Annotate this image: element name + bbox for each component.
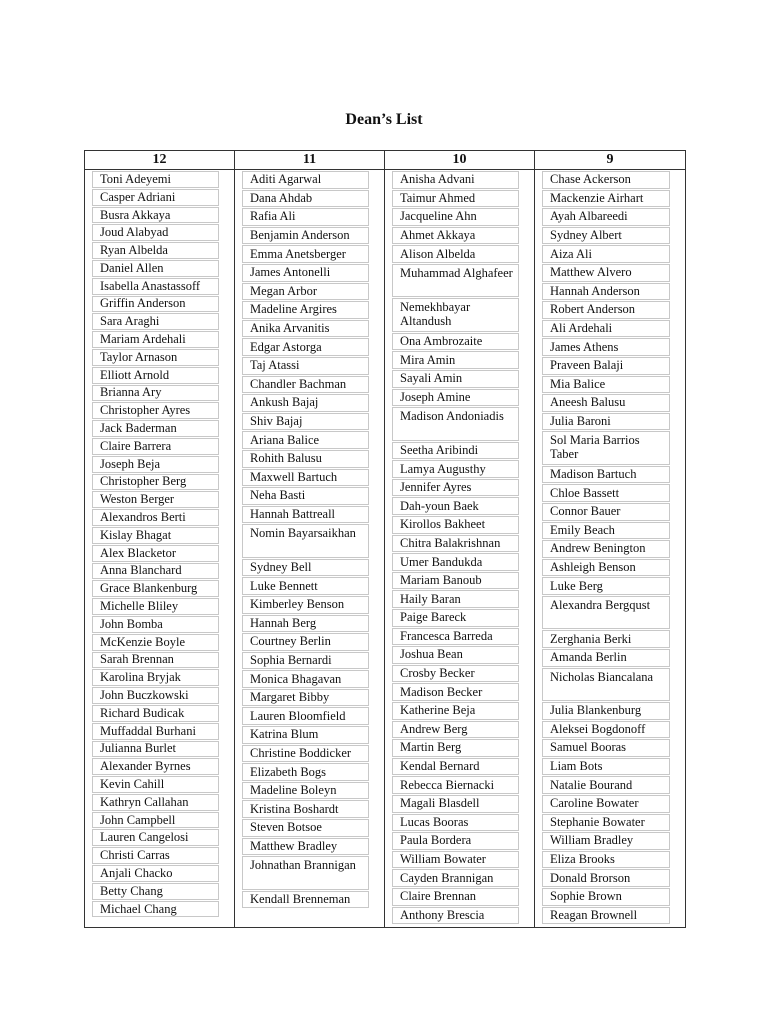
student-name: Joseph Amine bbox=[392, 389, 519, 407]
student-name: Nemekhbayar Altandush bbox=[392, 298, 519, 331]
student-name: Emily Beach bbox=[542, 522, 670, 540]
student-name: Chloe Bassett bbox=[542, 484, 670, 502]
student-name: Megan Arbor bbox=[242, 283, 369, 301]
student-name: Grace Blankenburg bbox=[92, 580, 219, 597]
student-name: Madeline Argires bbox=[242, 301, 369, 319]
student-name: Rafia Ali bbox=[242, 208, 369, 226]
student-name: Sol Maria Barrios Taber bbox=[542, 431, 670, 464]
student-name: Mira Amin bbox=[392, 351, 519, 369]
student-name: Aditi Agarwal bbox=[242, 171, 369, 189]
student-name: Margaret Bibby bbox=[242, 689, 369, 707]
student-name: Jennifer Ayres bbox=[392, 479, 519, 497]
student-name: Elliott Arnold bbox=[92, 367, 219, 384]
grade-header: 9 bbox=[535, 151, 685, 170]
student-name: Sophie Brown bbox=[542, 888, 670, 906]
student-name: Sarah Brennan bbox=[92, 652, 219, 669]
student-name: Umer Bandukda bbox=[392, 553, 519, 571]
student-name: Sayali Amin bbox=[392, 370, 519, 388]
page-title: Dean’s List bbox=[345, 111, 423, 128]
student-name: Lamya Augusthy bbox=[392, 460, 519, 478]
student-name: Paula Bordera bbox=[392, 832, 519, 850]
student-name: Ariana Balice bbox=[242, 431, 369, 449]
student-name: Samuel Booras bbox=[542, 739, 670, 757]
name-list bbox=[542, 171, 670, 925]
student-name: Aleksei Bogdonoff bbox=[542, 721, 670, 739]
student-name: Sara Araghi bbox=[92, 313, 219, 330]
student-name: Amanda Berlin bbox=[542, 649, 670, 667]
student-name: Shiv Bajaj bbox=[242, 413, 369, 431]
grade-header: 11 bbox=[235, 151, 384, 170]
student-name: Zerghania Berki bbox=[542, 630, 670, 648]
student-name: Anika Arvanitis bbox=[242, 320, 369, 338]
student-name: Andrew Benington bbox=[542, 540, 670, 558]
student-name: Madison Andoniadis bbox=[392, 407, 519, 440]
student-name: Alexandra Bergqust bbox=[542, 596, 670, 629]
student-name: Katherine Beja bbox=[392, 702, 519, 720]
grade-column-11 bbox=[235, 151, 385, 927]
student-name: John Buczkowski bbox=[92, 687, 219, 704]
student-name: Ayah Albareedi bbox=[542, 208, 670, 226]
student-name: Elizabeth Bogs bbox=[242, 763, 369, 781]
student-name: Emma Anetsberger bbox=[242, 245, 369, 263]
student-name: Daniel Allen bbox=[92, 260, 219, 277]
student-name: Sydney Albert bbox=[542, 227, 670, 245]
student-name: Aneesh Balusu bbox=[542, 394, 670, 412]
student-name: Crosby Becker bbox=[392, 665, 519, 683]
student-name: Mariam Ardehali bbox=[92, 331, 219, 348]
student-name: Toni Adeyemi bbox=[92, 171, 219, 188]
student-name: Lauren Bloomfield bbox=[242, 707, 369, 725]
student-name: Griffin Anderson bbox=[92, 296, 219, 313]
student-name: Kimberley Benson bbox=[242, 596, 369, 614]
student-name: Robert Anderson bbox=[542, 301, 670, 319]
student-name: Alex Blacketor bbox=[92, 545, 219, 562]
student-name: Joseph Beja bbox=[92, 456, 219, 473]
student-name: Joud Alabyad bbox=[92, 224, 219, 241]
student-name: Ahmet Akkaya bbox=[392, 227, 519, 245]
student-name: Magali Blasdell bbox=[392, 795, 519, 813]
student-name: Madeline Boleyn bbox=[242, 782, 369, 800]
student-name: Maxwell Bartuch bbox=[242, 469, 369, 487]
student-name: Neha Basti bbox=[242, 487, 369, 505]
student-name: Ashleigh Benson bbox=[542, 559, 670, 577]
student-name: Anjali Chacko bbox=[92, 865, 219, 882]
student-name: Karolina Bryjak bbox=[92, 669, 219, 686]
student-name: Dah-youn Baek bbox=[392, 497, 519, 515]
student-name: James Antonelli bbox=[242, 264, 369, 282]
student-name: Alexandros Berti bbox=[92, 509, 219, 526]
student-name: Martin Berg bbox=[392, 739, 519, 757]
student-name: Connor Bauer bbox=[542, 503, 670, 521]
student-name: Nicholas Biancalana bbox=[542, 668, 670, 701]
student-name: Katrina Blum bbox=[242, 726, 369, 744]
student-name: Hannah Anderson bbox=[542, 283, 670, 301]
student-name: William Bradley bbox=[542, 832, 670, 850]
student-name: Francesca Barreda bbox=[392, 628, 519, 646]
grade-column-10 bbox=[385, 151, 535, 927]
student-name: Madison Bartuch bbox=[542, 466, 670, 484]
student-name: Anisha Advani bbox=[392, 171, 519, 189]
student-name: Busra Akkaya bbox=[92, 207, 219, 224]
student-name: Caroline Bowater bbox=[542, 795, 670, 813]
student-name: Alexander Byrnes bbox=[92, 758, 219, 775]
student-name: Kendal Bernard bbox=[392, 758, 519, 776]
student-name: Christopher Berg bbox=[92, 474, 219, 491]
student-name: John Campbell bbox=[92, 812, 219, 829]
student-name: Chitra Balakrishnan bbox=[392, 535, 519, 553]
student-name: Claire Brennan bbox=[392, 888, 519, 906]
student-name: Kirollos Bakheet bbox=[392, 516, 519, 534]
student-name: Madison Becker bbox=[392, 683, 519, 701]
student-name: Brianna Ary bbox=[92, 385, 219, 402]
name-list bbox=[242, 171, 369, 909]
student-name: Dana Ahdab bbox=[242, 190, 369, 208]
name-list bbox=[392, 171, 519, 925]
student-name: Michael Chang bbox=[92, 901, 219, 918]
student-name: Muhammad Alghafeer bbox=[392, 264, 519, 297]
student-name: Paige Bareck bbox=[392, 609, 519, 627]
student-name: Casper Adriani bbox=[92, 189, 219, 206]
name-list bbox=[92, 171, 219, 918]
student-name: Hannah Battreall bbox=[242, 506, 369, 524]
student-name: Chase Ackerson bbox=[542, 171, 670, 189]
student-name: Andrew Berg bbox=[392, 721, 519, 739]
student-name: Isabella Anastassoff bbox=[92, 278, 219, 295]
student-name: Chandler Bachman bbox=[242, 376, 369, 394]
student-name: Luke Berg bbox=[542, 577, 670, 595]
student-name: Ali Ardehali bbox=[542, 320, 670, 338]
student-name: Christine Boddicker bbox=[242, 745, 369, 763]
student-name: Mariam Banoub bbox=[392, 572, 519, 590]
student-name: Matthew Alvero bbox=[542, 264, 670, 282]
student-name: Monica Bhagavan bbox=[242, 670, 369, 688]
student-name: Ankush Bajaj bbox=[242, 394, 369, 412]
student-name: Edgar Astorga bbox=[242, 338, 369, 356]
grade-column-12 bbox=[85, 151, 235, 927]
student-name: Rohith Balusu bbox=[242, 450, 369, 468]
student-name: Joshua Bean bbox=[392, 646, 519, 664]
student-name: James Athens bbox=[542, 338, 670, 356]
grade-header: 10 bbox=[385, 151, 534, 170]
student-name: Praveen Balaji bbox=[542, 357, 670, 375]
student-name: Muffaddal Burhani bbox=[92, 723, 219, 740]
student-name: Sydney Bell bbox=[242, 559, 369, 577]
student-name: Christi Carras bbox=[92, 847, 219, 864]
student-name: Alison Albelda bbox=[392, 245, 519, 263]
student-name: Sophia Bernardi bbox=[242, 652, 369, 670]
student-name: Christopher Ayres bbox=[92, 402, 219, 419]
student-name: Julianna Burlet bbox=[92, 741, 219, 758]
student-name: Lucas Booras bbox=[392, 814, 519, 832]
student-name: Taimur Ahmed bbox=[392, 190, 519, 208]
student-name: Reagan Brownell bbox=[542, 907, 670, 925]
student-name: Kathryn Callahan bbox=[92, 794, 219, 811]
grade-column-9 bbox=[535, 151, 685, 927]
student-name: Haily Baran bbox=[392, 590, 519, 608]
student-name: Lauren Cangelosi bbox=[92, 829, 219, 846]
grade-header: 12 bbox=[85, 151, 234, 170]
student-name: Liam Bots bbox=[542, 758, 670, 776]
student-name: William Bowater bbox=[392, 851, 519, 869]
student-name: Michelle Bliley bbox=[92, 598, 219, 615]
student-name: Steven Botsoe bbox=[242, 819, 369, 837]
student-name: Natalie Bourand bbox=[542, 776, 670, 794]
student-name: Donald Brorson bbox=[542, 869, 670, 887]
student-name: Cayden Brannigan bbox=[392, 869, 519, 887]
student-name: Weston Berger bbox=[92, 491, 219, 508]
student-name: Ona Ambrozaite bbox=[392, 333, 519, 351]
student-name: Hannah Berg bbox=[242, 615, 369, 633]
student-name: Anna Blanchard bbox=[92, 563, 219, 580]
student-name: Taylor Arnason bbox=[92, 349, 219, 366]
student-name: Eliza Brooks bbox=[542, 851, 670, 869]
student-name: Rebecca Biernacki bbox=[392, 776, 519, 794]
student-name: Claire Barrera bbox=[92, 438, 219, 455]
student-name: Seetha Aribindi bbox=[392, 442, 519, 460]
student-name: Benjamin Anderson bbox=[242, 227, 369, 245]
deans-list-table bbox=[84, 150, 686, 928]
student-name: John Bomba bbox=[92, 616, 219, 633]
student-name: McKenzie Boyle bbox=[92, 634, 219, 651]
student-name: Mackenzie Airhart bbox=[542, 190, 670, 208]
student-name: Courtney Berlin bbox=[242, 633, 369, 651]
student-name: Mia Balice bbox=[542, 376, 670, 394]
student-name: Nomin Bayarsaikhan bbox=[242, 524, 369, 557]
student-name: Richard Budicak bbox=[92, 705, 219, 722]
student-name: Aiza Ali bbox=[542, 245, 670, 263]
student-name: Jacqueline Ahn bbox=[392, 208, 519, 226]
student-name: Kislay Bhagat bbox=[92, 527, 219, 544]
student-name: Stephanie Bowater bbox=[542, 814, 670, 832]
student-name: Kendall Brenneman bbox=[242, 891, 369, 909]
student-name: Taj Atassi bbox=[242, 357, 369, 375]
student-name: Ryan Albelda bbox=[92, 242, 219, 259]
student-name: Jack Baderman bbox=[92, 420, 219, 437]
student-name: Betty Chang bbox=[92, 883, 219, 900]
student-name: Johnathan Brannigan bbox=[242, 856, 369, 889]
student-name: Anthony Brescia bbox=[392, 907, 519, 925]
student-name: Kevin Cahill bbox=[92, 776, 219, 793]
student-name: Julia Blankenburg bbox=[542, 702, 670, 720]
student-name: Luke Bennett bbox=[242, 577, 369, 595]
student-name: Matthew Bradley bbox=[242, 838, 369, 856]
student-name: Julia Baroni bbox=[542, 413, 670, 431]
student-name: Kristina Boshardt bbox=[242, 800, 369, 818]
